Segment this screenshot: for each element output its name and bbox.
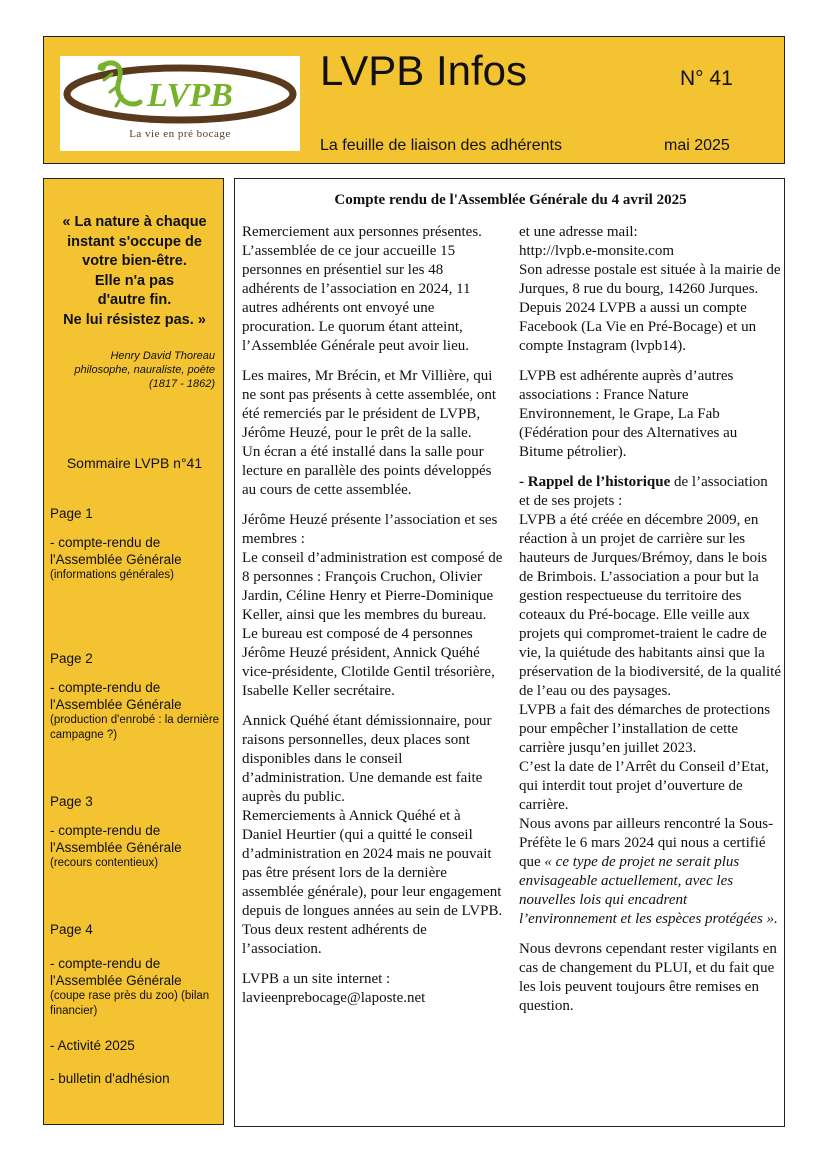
quote-line: Ne lui résistez pas. » <box>63 311 206 328</box>
email-link[interactable]: lavieenprebocage@laposte.net <box>242 990 426 1006</box>
author-description: philosophe, nauraliste, poète <box>74 364 215 376</box>
text: Jérôme Heuzé présente l’association et ses membres : <box>242 512 498 547</box>
quote-line: instant s'occupe de <box>67 233 202 250</box>
toc-page-1-label: Page 1 <box>50 506 93 521</box>
text: LVPB a un site internet : <box>242 971 391 987</box>
issue-date: mai 2025 <box>664 137 730 154</box>
toc-page-2-entry <box>50 679 220 742</box>
newsletter-title: LVPB Infos <box>320 47 528 94</box>
paragraph <box>519 223 781 356</box>
toc-entry-note: (recours contentieux) <box>50 857 159 869</box>
toc-page-3-entry <box>50 822 220 871</box>
text: Le conseil d’administration est composé de 8 personnes : François Cruchon, Olivier Jardin, Céline Henry et Pierre-Dominique Keller, ainsi que les membres du bureau. <box>242 550 503 623</box>
article-column-2 <box>519 223 781 1027</box>
sidebar <box>43 178 224 1125</box>
text: LVPB a été créée en décembre 2009, en réaction à un projet de carrière sur les hauteurs de Jurques/Brémoy, dans le bois de Brimbois. L’association a pour but la gestion respectueuse du territoire des coteaux du Pré-bocage. Elle veille aux projets qui compromet-traient le cadre de vie, la quiétude des habitants ainsi que la préservation de la biodiversité, de la qualité de l’eau ou des paysages. <box>519 512 781 699</box>
text: Remerciements à Annick Quéhé et à Daniel Heurtier (qui a quitté le conseil d’administration en 2024 mais ne pouvait pas être présent lors de la dernière assemblée générale), pour leur engagement depuis de longues années au sein de LVPB. Tous deux restent adhérents de l’association. <box>242 808 503 957</box>
author-name: Henry David Thoreau <box>110 350 215 362</box>
paragraph <box>242 511 504 701</box>
text: Depuis 2024 LVPB a aussi un compte Facebook (La Vie en Pré-Bocage) et un compte Instagram (lvpb14). <box>519 300 757 354</box>
svg-text:LVPB: LVPB <box>147 77 233 114</box>
toc-page-4-label: Page 4 <box>50 922 93 937</box>
newsletter-header <box>43 36 785 164</box>
article <box>234 178 785 1127</box>
quote-line: « La nature à chaque <box>62 214 207 230</box>
paragraph <box>242 367 504 500</box>
paragraph: Nous devrons cependant rester vigilants en cas de changement du PLUI, et du fait que les lois peuvent toujours être remises en question. <box>519 941 777 1014</box>
toc-page-4-entry <box>50 955 220 1018</box>
quote: « ce type de projet ne serait plus envisageable actuellement, avec les nouvelles lois qui encadrent l’environnement et les espèces protégées ». <box>519 854 778 927</box>
toc-entry-text: - compte-rendu de l'Assemblée Générale <box>50 535 182 567</box>
article-column-1 <box>242 223 504 1019</box>
text: Un écran a été installé dans la salle pour lecture en parallèle des points développés au cours de cette assemblée. <box>242 444 492 498</box>
thoreau-quote <box>48 213 221 330</box>
section-heading: - Rappel de l’historique <box>519 474 671 490</box>
toc-activite: - Activité 2025 <box>50 1038 135 1053</box>
logo <box>60 56 300 151</box>
toc-entry-text: - compte-rendu de l'Assemblée Générale <box>50 680 182 712</box>
paragraph: LVPB est adhérente auprès d’autres associations : France Nature Environnement, le Grape, La Fab (Fédération pour des Alternatives au Bitume pétrolier). <box>519 368 738 460</box>
toc-entry-note: (informations générales) <box>50 569 175 581</box>
quote-line: d'autre fin. <box>97 292 172 308</box>
paragraph: Remerciement aux personnes présentes. L’assemblée de ce jour accueille 15 personnes en présentiel sur les 48 adhérents de l’association en 2024, 11 autres adhérents ont envoyé une procuration. Le quorum étant atteint, l’Assemblée Générale peut avoir lieu. <box>242 224 482 354</box>
article-title: Compte rendu de l'Assemblée Générale du 4 avril 2025 <box>334 192 687 208</box>
website-link[interactable]: http://lvpb.e-monsite.com <box>519 243 674 259</box>
toc-page-1-entry <box>50 534 220 583</box>
logo-tagline: La vie en pré bocage <box>129 128 231 140</box>
toc-page-3-label: Page 3 <box>50 794 93 809</box>
text: Annick Quéhé étant démissionnaire, pour raisons personnelles, deux places sont disponibles dans le conseil d’administration. Une demande est faite auprès du public. <box>242 713 492 805</box>
text: et une adresse mail: <box>519 224 638 240</box>
text: Les maires, Mr Brécin, et Mr Villière, qui ne sont pas présents à cette assemblée, ont été remerciés par le président de LVPB, Jérôme Heuzé, pour le prêt de la salle. <box>242 368 497 441</box>
text: Le bureau est composé de 4 personnes Jérôme Heuzé président, Annick Quéhé vice-présidente, Clotilde Gentil trésorière, Isabelle Keller secrétaire. <box>242 626 495 699</box>
text: LVPB a fait des démarches de protections pour empêcher l’installation de cette carrière jusqu’en juillet 2023. <box>519 702 771 756</box>
paragraph <box>519 473 781 929</box>
text: Son adresse postale est située à la mairie de Jurques, 8 rue du bourg, 14260 Jurques. <box>519 262 781 297</box>
toc-bulletin: - bulletin d'adhésion <box>50 1071 170 1086</box>
toc-entry-text: - compte-rendu de l'Assemblée Générale <box>50 823 182 855</box>
toc-entry-note: (coupe rase près du zoo) (bilan financier) <box>50 990 210 1017</box>
paragraph <box>242 712 504 959</box>
newsletter-subtitle: La feuille de liaison des adhérents <box>320 137 562 154</box>
issue-number: N° 41 <box>680 67 733 90</box>
text: Nous avons par ailleurs rencontré la Sous-Préfète le 6 mars 2024 qui nous a certifié que <box>519 816 774 870</box>
quote-line: Elle n'a pas <box>94 272 175 289</box>
toc-page-2-label: Page 2 <box>50 651 93 666</box>
sommaire-title: Sommaire LVPB n°41 <box>66 455 203 471</box>
author-dates: (1817 - 1862) <box>148 378 215 390</box>
quote-author <box>45 349 215 391</box>
paragraph <box>242 970 504 1008</box>
text: de l’association et de ses projets : <box>519 474 768 509</box>
toc-entry-note: (production d'enrobé : la dernière campagne ?) <box>50 714 220 741</box>
text: C’est la date de l’Arrêt du Conseil d’Etat, qui interdit tout projet d’ouverture de carrière. <box>519 759 769 813</box>
quote-line: votre bien-être. <box>82 253 187 269</box>
toc-entry-text: - compte-rendu de l'Assemblée Générale <box>50 956 182 988</box>
